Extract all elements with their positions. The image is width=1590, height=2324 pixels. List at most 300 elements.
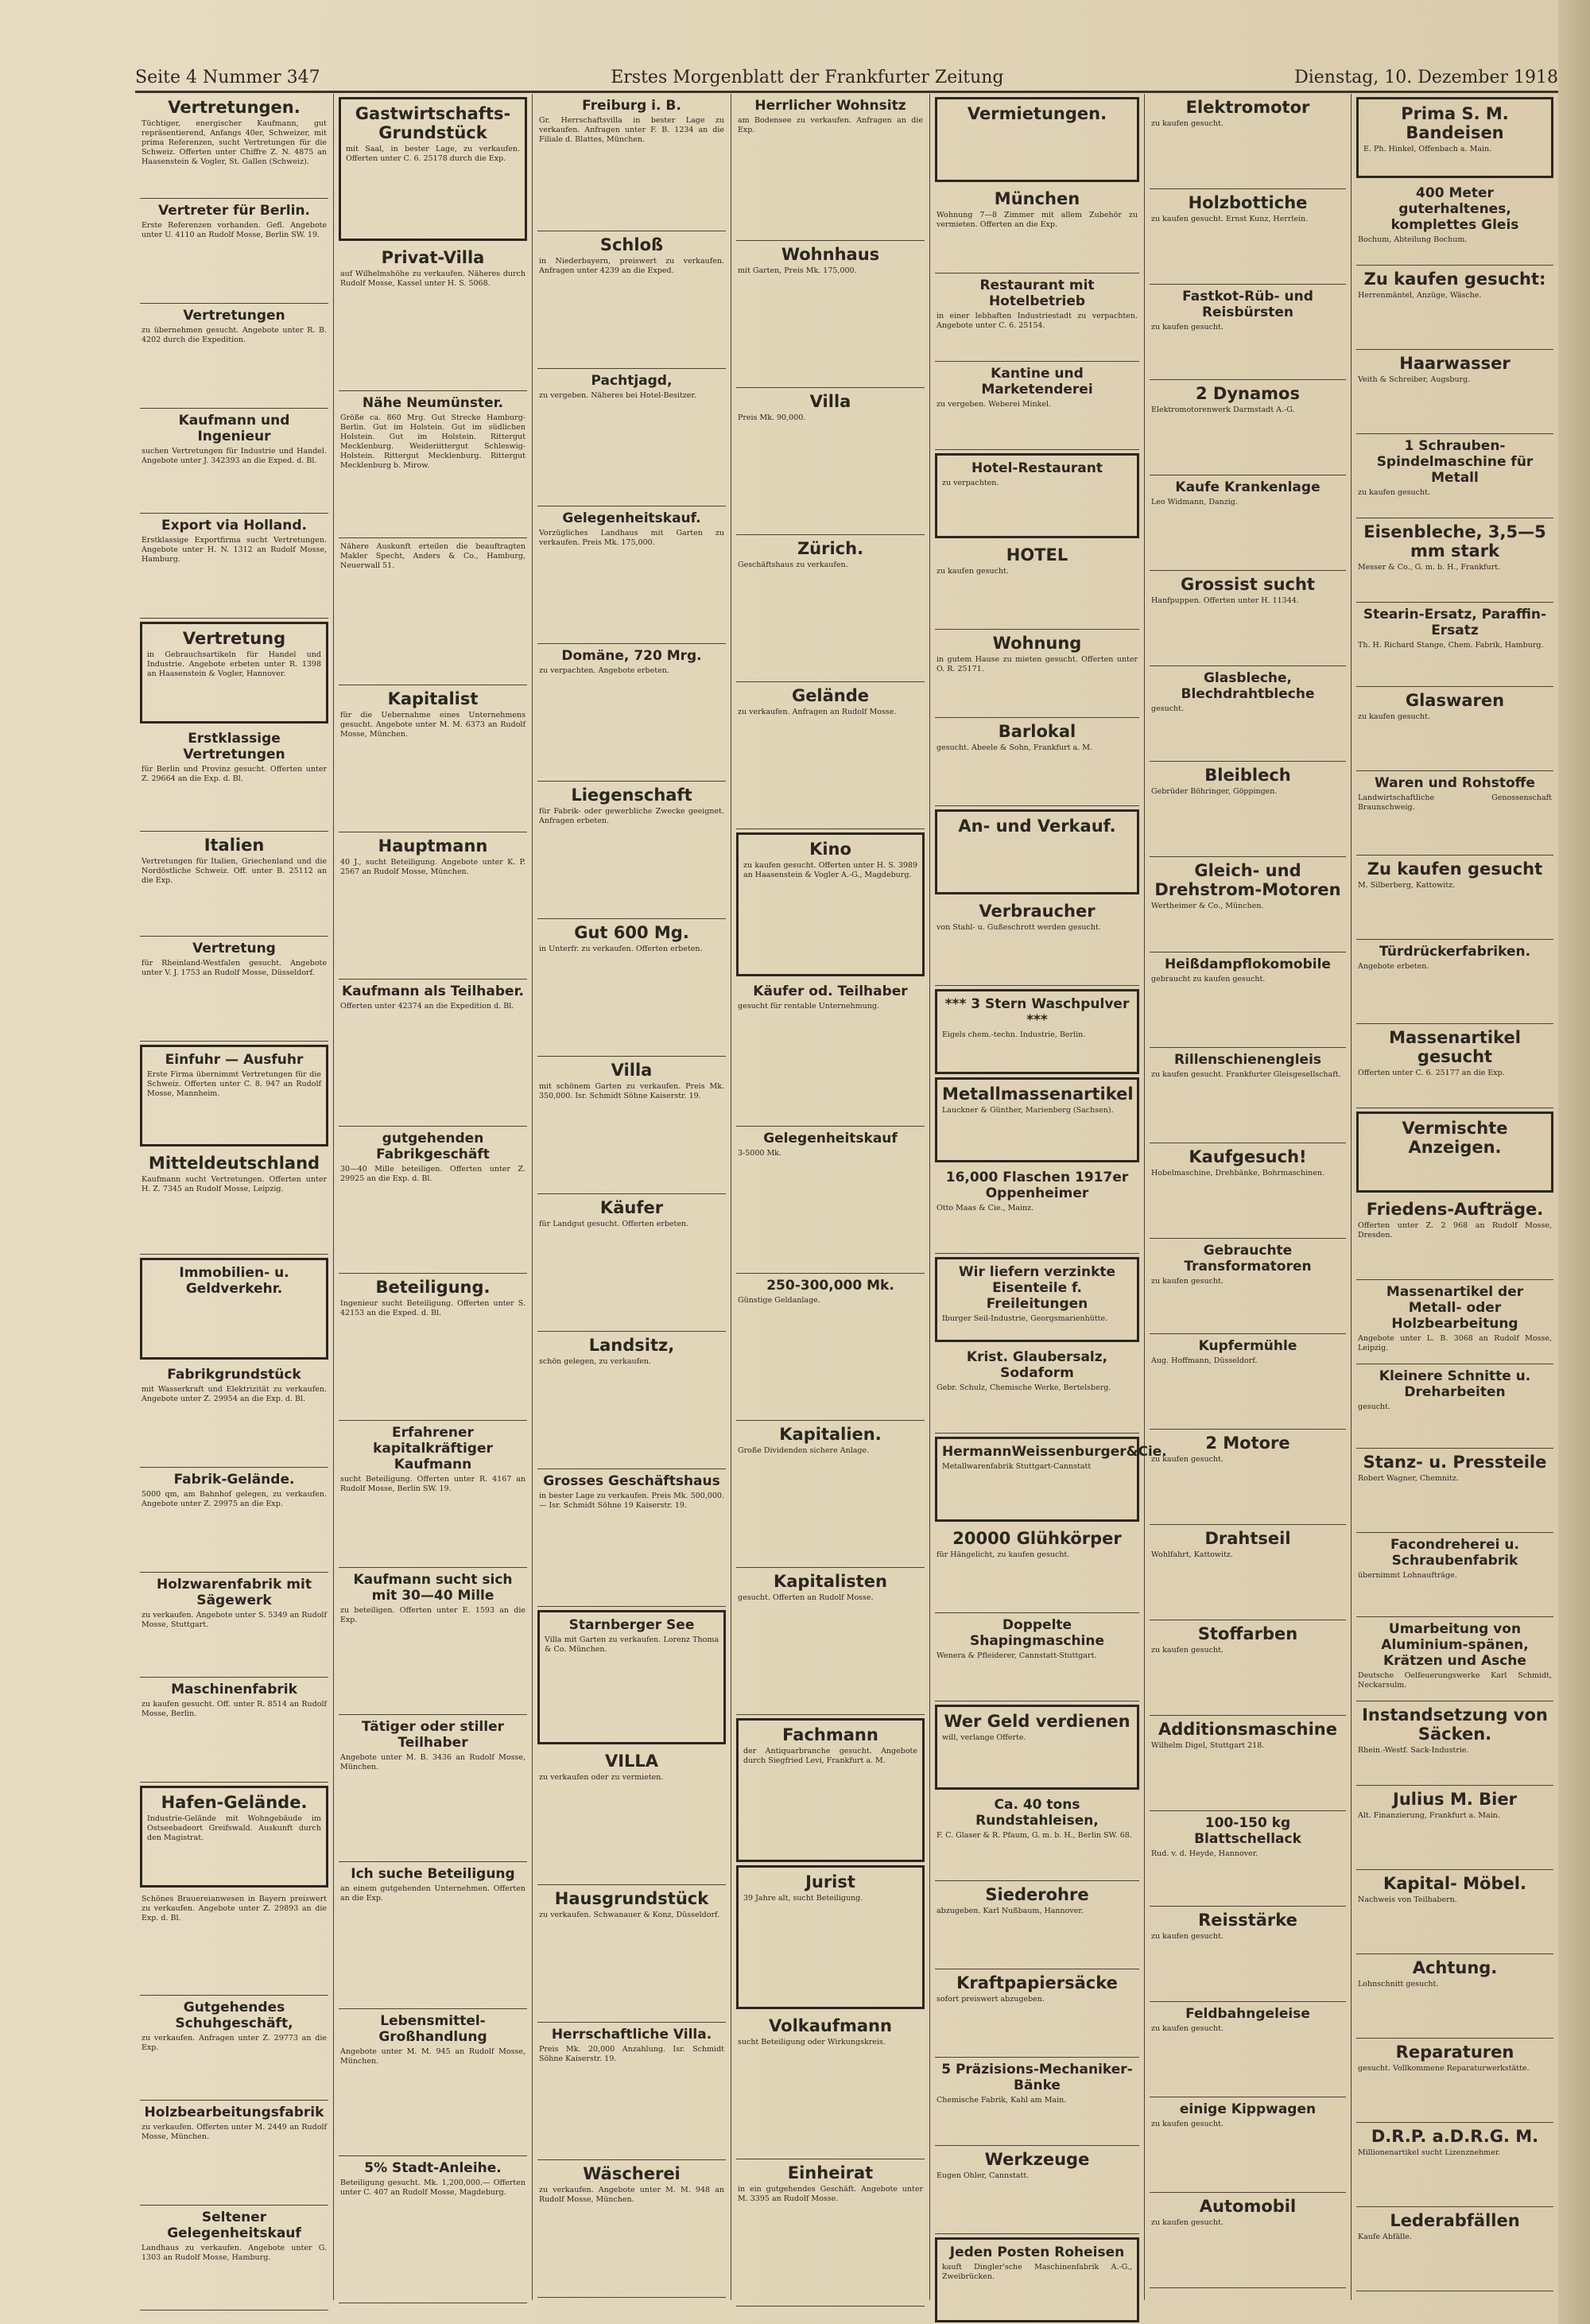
column-2 xyxy=(334,94,533,2300)
ad-heading: Instandsetzung von Säcken. xyxy=(1362,1705,1548,1744)
ad-heading: Hauptmann xyxy=(378,836,488,855)
classified-ad xyxy=(339,97,527,241)
classified-ad xyxy=(1356,1786,1553,1870)
ad-heading: Rillenschienengleis xyxy=(1173,1052,1322,1068)
classified-ad xyxy=(1150,762,1346,857)
header-right: Dienstag, 10. Dezember 1918 xyxy=(1294,68,1558,87)
ad-text: abzugeben. Karl Nußbaum, Hannover. xyxy=(937,1907,1084,1915)
ad-heading: Gelegenheitskauf. xyxy=(562,510,701,526)
ad-text: zu kaufen gesucht. Frankfurter Gleisgesellschaft. xyxy=(1151,1070,1341,1079)
classified-ad xyxy=(736,241,925,388)
ad-text: gesucht. xyxy=(1358,1403,1390,1411)
classified-ad xyxy=(140,1786,328,1888)
classified-ad xyxy=(140,1150,328,1255)
ad-heading: 20000 Glühkörper xyxy=(952,1529,1122,1548)
ad-heading: Doppelte Shapingmaschine xyxy=(969,1617,1105,1649)
ad-text: Eugen Ohler, Cannstatt. xyxy=(937,2171,1030,2180)
ad-text: gesucht für rentable Unternehmung. xyxy=(738,1002,880,1011)
classified-ad xyxy=(736,682,925,829)
ad-heading: Gastwirtschafts-Grundstück xyxy=(355,104,511,142)
ad-text: Preis Mk. 90,000. xyxy=(738,413,806,422)
classified-ad xyxy=(339,1862,527,2009)
ad-text: Offerten unter 42374 an die Expedition d. Bl. xyxy=(340,1002,514,1011)
classified-ad xyxy=(935,1437,1167,1522)
ad-text: in ein gutgehendes Geschäft. Angebote unter M. 3395 an Rudolf Mosse. xyxy=(738,2185,923,2203)
ad-text: zu verkaufen. Angebote unter S. 5349 an Rudolf Mosse, Stuttgart. xyxy=(142,1611,327,1629)
ad-heading: Freiburg i. B. xyxy=(582,98,681,114)
classified-ad xyxy=(140,94,328,199)
ad-heading: Pachtjagd, xyxy=(591,373,673,389)
ad-text: in Niederbayern, preiswert zu verkaufen. Anfragen unter 4239 an die Exped. xyxy=(539,257,724,275)
ad-text: Otto Maas & Cie., Mainz. xyxy=(937,1204,1034,1212)
ad-heading: Wohnung xyxy=(992,634,1082,653)
classified-ad xyxy=(736,2012,925,2159)
ad-heading: Reparaturen xyxy=(1395,2043,1514,2062)
ad-heading: Immobilien- u. Geldverkehr. xyxy=(179,1265,289,1297)
ad-heading: 250-300,000 Mk. xyxy=(766,1278,894,1294)
ad-text: Günstige Geldanlage. xyxy=(738,1296,820,1305)
ad-heading: Jurist xyxy=(805,1872,855,1891)
ad-text: Lohnschnitt gesucht. xyxy=(1358,1980,1439,1988)
classified-ad xyxy=(1356,1112,1553,1193)
classified-ad xyxy=(935,1705,1139,1790)
ad-heading: Seltener Gelegenheitskauf xyxy=(167,2210,301,2241)
ad-heading: Kapitalien. xyxy=(779,1425,882,1444)
ad-heading: Heißdampflokomobile xyxy=(1165,956,1331,972)
ad-heading: Waren und Rohstoffe xyxy=(1375,775,1535,791)
ad-heading: Vertretungen xyxy=(183,308,285,324)
ad-heading: Vertretungen. xyxy=(168,98,301,117)
ad-text: von Stahl- u. Gußeschrott werden gesucht. xyxy=(937,923,1101,932)
classified-ad xyxy=(537,2160,726,2298)
ad-text: Eigels chem.-techn. Industrie, Berlin. xyxy=(942,1030,1086,1039)
classified-ad xyxy=(140,1045,328,1146)
ad-text: Kaufmann sucht Vertretungen. Offerten unter H. Z. 7345 an Rudolf Mosse, Leipzig. xyxy=(142,1175,327,1193)
classified-ad xyxy=(339,980,527,1127)
ad-text: zu kaufen gesucht. xyxy=(1151,1646,1224,1655)
ad-text: zu kaufen gesucht. xyxy=(1358,712,1430,721)
classified-ad xyxy=(1150,475,1346,571)
ad-text: mit schönem Garten zu verkaufen. Preis Mk. 350,000. Isr. Schmidt Söhne Kaiserstr. 19. xyxy=(539,1082,724,1100)
ad-text: Erste Referenzen vorhanden. Gefl. Angebote unter U. 4110 an Rudolf Mosse, Berlin SW. 19. xyxy=(142,221,327,239)
classified-ad xyxy=(935,1793,1139,1881)
ad-text: gesucht. Offerten an Rudolf Mosse. xyxy=(738,1593,874,1602)
classified-ad xyxy=(736,2159,925,2307)
ad-text: zu kaufen gesucht. xyxy=(937,567,1009,576)
ad-text: zu verkaufen. Angebote unter M. M. 948 an Rudolf Mosse, München. xyxy=(539,2186,724,2204)
ad-heading: Schloß xyxy=(599,235,664,254)
ad-heading: Wir liefern verzinkte Eisenteile f. Freileitungen xyxy=(958,1264,1116,1312)
ad-text: Nähere Auskunft erteilen die beauftragten Makler Specht, Anders & Co., Hamburg, Neuerwall 51. xyxy=(340,542,525,570)
ad-heading: Haarwasser xyxy=(1399,354,1510,373)
classified-ad xyxy=(935,1257,1139,1342)
classified-ad xyxy=(736,1568,925,1715)
ad-text: Tüchtiger, energischer Kaufmann, gut repräsentierend, Anfangs 40er, Schweizer, mit prima Referenzen, sucht Vertretungen für die Schweiz. Offerten unter Chiffre Z. N. 4875 an Haasenstein & Vogler, St. Gallen (Schweiz). xyxy=(142,119,327,166)
ad-heading: Wäscherei xyxy=(583,2164,681,2183)
ad-heading: Gelände xyxy=(791,686,870,705)
ad-heading: München xyxy=(994,189,1080,208)
classified-ad xyxy=(140,1363,328,1468)
ad-text: Lauckner & Günther, Marienberg (Sachsen). xyxy=(942,1106,1114,1115)
classified-ad xyxy=(1150,1907,1346,2002)
ad-heading: Elektromotor xyxy=(1185,98,1310,117)
header-left: Seite 4 Nummer 347 xyxy=(135,68,320,87)
classified-ad xyxy=(736,535,925,682)
classified-ad xyxy=(1356,603,1553,687)
classified-ad xyxy=(736,1421,925,1568)
classified-ad xyxy=(935,630,1139,718)
classified-ad xyxy=(339,538,527,685)
classified-ad xyxy=(1150,952,1346,1048)
classified-ad xyxy=(935,1077,1139,1162)
ad-heading: Einfuhr — Ausfuhr xyxy=(165,1052,304,1068)
ad-text: Hanfpuppen. Offerten unter H. 11344. xyxy=(1151,596,1299,605)
ad-text: Größe ca. 860 Mrg. Gut Strecke Hamburg-Berlin. Gut im Holstein. Gut im südlichen Holstein. Gut im Holstein. Rittergut Mecklenburg. Weideriittergut Schleswig-Holstein. Rittergut Mecklenburg. Rittergut Mecklenburg b. Mirow. xyxy=(340,413,525,470)
column-7 xyxy=(1352,94,1558,2300)
classified-ad xyxy=(1150,189,1346,285)
ad-text: Angebote erbeten. xyxy=(1358,962,1429,971)
ad-text: in Unterfr. zu verkaufen. Offerten erbeten. xyxy=(539,945,703,953)
ad-text: zu beteiligen. Offerten unter E. 1593 an die Exp. xyxy=(340,1606,525,1624)
ad-heading: Wohnhaus xyxy=(781,245,880,264)
ad-text: übernimmt Lohnaufträge. xyxy=(1358,1571,1457,1580)
classified-ad xyxy=(935,541,1139,630)
ad-text: Preis Mk. 20,000 Anzahlung. Isr. Schmidt Söhne Kaiserstr. 19. xyxy=(539,2045,724,2063)
ad-text: zu kaufen gesucht. xyxy=(1151,2024,1224,2033)
classified-ad xyxy=(537,1885,726,2023)
ad-text: zu verkaufen. Anfragen an Rudolf Mosse. xyxy=(738,708,897,716)
ad-text: Rhein.-Westf. Sack-Industrie. xyxy=(1358,1746,1469,1755)
classified-ad xyxy=(140,199,328,304)
ad-text: Erstklassige Exportfirma sucht Vertretungen. Angebote unter H. N. 1312 an Rudolf Mosse, Hamburg. xyxy=(142,536,327,564)
ad-heading: 2 Motore xyxy=(1205,1434,1290,1453)
classified-ad xyxy=(736,1274,925,1421)
classified-ad xyxy=(935,989,1139,1074)
classified-ad xyxy=(537,94,726,231)
ad-heading: Metallmassenartikel xyxy=(942,1084,1134,1104)
ad-heading: Vertreter für Berlin. xyxy=(157,203,311,219)
classified-ad xyxy=(935,718,1139,806)
ad-heading: Julius M. Bier xyxy=(1393,1790,1517,1809)
classified-ad xyxy=(339,391,527,538)
classified-ad xyxy=(935,274,1139,362)
ad-text: Wenera & Pfleiderer, Cannstatt-Stuttgart. xyxy=(937,1651,1097,1660)
ad-heading: Käufer xyxy=(599,1198,664,1217)
classified-ad xyxy=(339,1421,527,1568)
ad-text: in gutem Hause zu mieten gesucht. Offerten unter O. R. 25171. xyxy=(937,655,1138,673)
classified-ad xyxy=(935,1613,1139,1701)
ad-text: kauft Dingler'sche Maschinenfabrik A.-G., Zweibrücken. xyxy=(942,2263,1132,2281)
ad-text: zu kaufen gesucht. xyxy=(1151,2218,1224,2227)
ad-heading: Herrschaftliche Villa. xyxy=(551,2027,712,2043)
ad-heading: Maschinenfabrik xyxy=(171,1682,297,1697)
ad-text: Bochum, Abteilung Bochum. xyxy=(1358,235,1468,244)
ad-text: für Berlin und Provinz gesucht. Offerten unter Z. 29664 an die Exp. d. Bl. xyxy=(142,765,327,783)
ad-text: F. C. Glaser & R. Pfaum, G. m. b. H., Berlin SW. 68. xyxy=(937,1831,1132,1840)
ad-heading: Kapitalist xyxy=(387,689,479,708)
ad-text: mit Wasserkraft und Elektrizität zu verkaufen. Angebote unter Z. 29954 an die Exp. d. Bl. xyxy=(142,1385,327,1403)
classified-ad xyxy=(1356,1280,1553,1364)
ad-heading: Prima S. M. Bandeisen xyxy=(1401,104,1509,142)
ad-heading: Kupfermühle xyxy=(1198,1338,1297,1354)
ad-text: Robert Wagner, Chemnitz. xyxy=(1358,1474,1459,1483)
ad-heading: Drahtseil xyxy=(1204,1529,1291,1548)
ad-text: Iburger Seil-Industrie, Georgsmarienhütte. xyxy=(942,1314,1108,1323)
ad-heading: Kleinere Schnitte u. Dreharbeiten xyxy=(1379,1368,1531,1400)
classified-ad xyxy=(1356,266,1553,350)
ad-heading: Ca. 40 tons Rundstahleisen, xyxy=(975,1797,1099,1829)
ad-text: zu verkaufen. Anfragen unter Z. 29773 an die Exp. xyxy=(142,2034,327,2052)
ad-text: sofort preiswert abzugeben. xyxy=(937,1995,1045,2004)
ad-heading: Hafen-Gelände. xyxy=(161,1793,308,1812)
ad-text: M. Silberberg, Kattowitz. xyxy=(1358,881,1456,890)
classified-ad xyxy=(1356,97,1553,178)
classified-ad xyxy=(935,2058,1139,2146)
ad-text: der Antiquarbranche gesucht. Angebote durch Siegfried Levi, Frankfurt a. M. xyxy=(743,1747,917,1765)
ad-text: Schönes Brauereianwesen in Bayern preiswert zu verkaufen. Angebote unter Z. 29893 an die Exp. d. Bl. xyxy=(142,1895,327,1922)
ad-text: Industrie-Gelände mit Wohngebäude im Ostseebadeort Greifswald. Auskunft durch den Magistrat. xyxy=(147,1814,321,1842)
classified-ad xyxy=(140,304,328,409)
classified-ad xyxy=(935,97,1139,182)
ad-text: gesucht. Vollkommene Reparaturwerkstätte. xyxy=(1358,2064,1530,2073)
ad-text: mit Saal, in bester Lage, zu verkaufen. Offerten unter C. 6. 25178 durch die Exp. xyxy=(346,145,520,163)
ad-text: Millionenartikel sucht Lizenznehmer. xyxy=(1358,2148,1501,2157)
ad-heading: Achtung. xyxy=(1412,1958,1498,1977)
ad-heading: Feldbahngeleise xyxy=(1185,2006,1310,2022)
ad-heading: Einheirat xyxy=(787,2163,874,2182)
ad-text: zu verkaufen oder zu vermieten. xyxy=(539,1773,664,1782)
classified-ad xyxy=(1150,1811,1346,1907)
classified-ad xyxy=(1356,771,1553,855)
ad-text: gesucht. Abeele & Sohn, Frankfurt a. M. xyxy=(937,743,1092,752)
classified-ad xyxy=(140,1891,328,1996)
ad-heading: Kaufmann sucht sich mit 30—40 Mille xyxy=(353,1572,513,1604)
ad-text: mit Garten, Preis Mk. 175,000. xyxy=(738,266,857,275)
ad-text: Gebrüder Böhringer, Göppingen. xyxy=(1151,787,1278,796)
ad-text: auf Wilhelmshöhe zu verkaufen. Näheres durch Rudolf Mosse, Kassel unter H. S. 5068. xyxy=(340,270,525,288)
ad-heading: Krist. Glaubersalz, Sodaform xyxy=(966,1349,1108,1381)
ad-heading: gutgehenden Fabrikgeschäft xyxy=(376,1131,490,1162)
ad-heading: Hotel-Restaurant xyxy=(971,460,1103,476)
ad-heading: Holzbearbeitungsfabrik xyxy=(144,2105,324,2120)
ad-text: 3-5000 Mk. xyxy=(738,1149,781,1158)
ad-heading: Gelegenheitskauf xyxy=(763,1131,898,1146)
ad-text: zu verpachten. xyxy=(942,479,999,487)
ad-text: zu vergeben. Näheres bei Hotel-Besitzer. xyxy=(539,391,696,400)
classified-ad xyxy=(736,1127,925,1274)
ad-heading: Glaswaren xyxy=(1405,691,1505,710)
classified-ad xyxy=(339,1715,527,1862)
ad-heading: Landsitz, xyxy=(588,1336,675,1355)
ad-heading: Werkzeuge xyxy=(984,2150,1090,2169)
classified-ad xyxy=(1356,687,1553,771)
ad-heading: Volkaufmann xyxy=(769,2016,892,2035)
classified-ad xyxy=(537,1610,726,1744)
classified-ad xyxy=(1150,1048,1346,1143)
ad-heading: Bleiblech xyxy=(1204,766,1291,785)
page-header xyxy=(135,62,1558,93)
classified-ad xyxy=(537,1469,726,1607)
classified-ad xyxy=(339,2009,527,2156)
classified-ad xyxy=(736,94,925,241)
ad-heading: Reisstärke xyxy=(1198,1911,1297,1930)
ad-text: will, verlange Offerte. xyxy=(942,1733,1026,1742)
classified-ad xyxy=(1356,940,1553,1024)
classified-ad xyxy=(537,644,726,782)
ad-heading: Kapital- Möbel. xyxy=(1383,1874,1526,1893)
ad-text: zu kaufen gesucht. Ernst Kunz, Herrlein. xyxy=(1151,215,1309,223)
classified-ad xyxy=(1356,434,1553,518)
ad-heading: Kaufmann als Teilhaber. xyxy=(341,984,524,999)
ad-heading: Jeden Posten Roheisen xyxy=(949,2244,1125,2260)
classified-ad xyxy=(935,898,1139,986)
ad-heading: 2 Dynamos xyxy=(1196,384,1300,403)
ad-heading: Kraftpapiersäcke xyxy=(956,1973,1118,1992)
ad-heading: HOTEL xyxy=(1006,545,1068,565)
ad-text: Vertretungen für Italien, Griechenland und die Nordöstliche Schweiz. Off. unter B. 25112 an die Exp. xyxy=(142,857,327,885)
classified-ad xyxy=(1150,1143,1346,1239)
classified-ad xyxy=(1150,1525,1346,1620)
classified-ad xyxy=(537,782,726,919)
ad-heading: 5% Stadt-Anleihe. xyxy=(364,2160,502,2176)
classified-ad xyxy=(736,1718,925,1862)
column-1 xyxy=(135,94,334,2300)
column-4 xyxy=(731,94,930,2300)
ad-text: Gebr. Schulz, Chemische Werke, Bertelsberg. xyxy=(937,1383,1111,1392)
ad-heading: Lebensmittel-Großhandlung xyxy=(378,2013,487,2045)
classified-ad xyxy=(935,1525,1139,1613)
ad-heading: Kapitalisten xyxy=(773,1572,887,1591)
page-edge xyxy=(1558,0,1590,2324)
classified-ad xyxy=(1356,181,1553,266)
ad-heading: Barlokal xyxy=(998,722,1076,741)
classified-ad xyxy=(140,1573,328,1678)
ad-heading: Zürich. xyxy=(797,539,864,558)
ad-heading: Vermietungen. xyxy=(967,104,1107,123)
column-5 xyxy=(930,94,1167,2300)
classified-ad xyxy=(935,1881,1139,1969)
ad-heading: Herrlicher Wohnsitz xyxy=(754,98,906,114)
ad-heading: Export via Holland. xyxy=(161,518,307,533)
ad-heading: Stearin-Ersatz, Paraffin-Ersatz xyxy=(1363,607,1547,638)
classified-ad xyxy=(1150,666,1346,762)
ad-heading: Additionsmaschine xyxy=(1158,1720,1337,1739)
classified-ad xyxy=(1150,1334,1346,1430)
ad-text: Ingenieur sucht Beteiligung. Offerten unter S. 42153 an die Exped. d. Bl. xyxy=(340,1299,525,1317)
ad-heading: Villa xyxy=(809,392,851,411)
ad-text: 5000 qm, am Bahnhof gelegen, zu verkaufen. Angebote unter Z. 29975 an die Exp. xyxy=(142,1490,327,1508)
ad-text: zu kaufen gesucht. xyxy=(1358,488,1430,497)
classified-ad xyxy=(935,809,1139,894)
ad-text: für Landgut gesucht. Offerten erbeten. xyxy=(539,1220,689,1228)
classified-ad xyxy=(736,832,925,976)
ad-heading: Friedens-Aufträge. xyxy=(1366,1200,1544,1219)
classified-ad xyxy=(140,937,328,1042)
classified-ad xyxy=(339,685,527,832)
ad-heading: Vertretung xyxy=(192,941,276,956)
classified-ad xyxy=(1150,571,1346,666)
ad-text: Rud. v. d. Heyde, Hannover. xyxy=(1151,1849,1258,1858)
ad-text: für Fabrik- oder gewerbliche Zwecke geeignet. Anfragen erbeten. xyxy=(539,807,724,825)
ad-heading: D.R.P. a.D.R.G. M. xyxy=(1371,2127,1539,2146)
ad-text: in Gebrauchsartikeln für Handel und Industrie. Angebote erbeten unter R. 1398 an Haasenstein & Vogler, Hannover. xyxy=(147,650,321,678)
ad-heading: Kaufmann und Ingenieur xyxy=(178,413,290,444)
ad-heading: Tätiger oder stiller Teilhaber xyxy=(362,1719,504,1751)
classified-ad xyxy=(1356,1870,1553,1954)
ad-text: Wertheimer & Co., München. xyxy=(1151,902,1264,910)
classified-ad xyxy=(1356,1024,1553,1108)
ad-text: Gr. Herrschaftsvilla in bester Lage zu verkaufen. Anfragen unter F. B. 1234 an die Filiale d. Blattes, München. xyxy=(539,116,724,144)
ad-text: gesucht. xyxy=(1151,704,1184,713)
ad-heading: Villa xyxy=(611,1061,653,1080)
classified-ad xyxy=(935,2237,1139,2322)
ad-heading: Liegenschaft xyxy=(571,786,692,805)
ad-text: für Rheinland-Westfalen gesucht. Angebote unter V. J. 1753 an Rudolf Mosse, Düsseldorf. xyxy=(142,959,327,977)
ad-heading: Türdrückerfabriken. xyxy=(1379,944,1531,960)
ad-text: Veith & Schreiber, Augsburg. xyxy=(1358,375,1471,384)
classified-ad xyxy=(339,1127,527,1274)
ad-text: Aug. Hoffmann, Düsseldorf. xyxy=(1151,1356,1258,1365)
ad-text: Leo Widmann, Danzig. xyxy=(1151,498,1238,506)
classified-ad xyxy=(140,514,328,619)
classified-ad xyxy=(1150,1620,1346,1716)
classified-ad xyxy=(537,1332,726,1469)
ad-text: an einem gutgehenden Unternehmen. Offerten an die Exp. xyxy=(340,1884,525,1903)
classified-ad xyxy=(935,453,1139,538)
ad-text: zu übernehmen gesucht. Angebote unter R. B. 4202 durch die Expedition. xyxy=(142,326,327,344)
ad-text: Angebote unter L. B. 3068 an Rudolf Mosse, Leipzig. xyxy=(1358,1334,1552,1352)
ad-text: zu vergeben. Weberei Minkel. xyxy=(937,400,1052,409)
ad-text: Angebote unter M. B. 3436 an Rudolf Mosse, München. xyxy=(340,1753,525,1771)
ad-heading: Kino xyxy=(809,840,851,859)
ad-heading: Holzbottiche xyxy=(1188,193,1308,212)
ad-text: Geschäftshaus zu verkaufen. xyxy=(738,561,848,569)
classified-ad xyxy=(140,1678,328,1783)
ad-text: zu kaufen gesucht. xyxy=(1151,323,1224,332)
classified-ad xyxy=(1356,1617,1553,1701)
ad-text: zu kaufen gesucht. xyxy=(1151,1277,1224,1286)
ad-heading: Fachmann xyxy=(782,1725,878,1744)
ad-heading: Umarbeitung von Aluminium-spänen, Krätzen und Asche xyxy=(1381,1621,1529,1669)
ad-heading: Privat-Villa xyxy=(381,248,485,267)
ad-text: Wohnung 7—8 Zimmer mit allem Zubehör zu vermieten. Offerten an die Exp. xyxy=(937,211,1138,229)
ad-text: zu verpachten. Angebote erbeten. xyxy=(539,666,669,675)
ad-text: gebraucht zu kaufen gesucht. xyxy=(1151,975,1266,984)
ad-text: Angebote unter M. M. 945 an Rudolf Mosse, München. xyxy=(340,2047,525,2066)
ad-heading: Käufer od. Teilhaber xyxy=(753,984,908,999)
ad-text: zu kaufen gesucht. Offerten unter H. S. 3989 an Haasenstein & Vogler A.-G., Magdeburg. xyxy=(743,861,917,879)
ad-text: Erste Firma übernimmt Vertretungen für die Schweiz. Offerten unter C. 8. 947 an Rudolf Mosse, Mannheim. xyxy=(147,1070,321,1098)
classified-ad xyxy=(537,919,726,1057)
ad-heading: Zu kaufen gesucht: xyxy=(1363,270,1546,289)
classified-ad xyxy=(537,369,726,506)
ad-text: Landhaus zu verkaufen. Angebote unter G. 1303 an Rudolf Mosse, Hamburg. xyxy=(142,2244,327,2262)
ad-heading: Eisenbleche, 3,5—5 mm stark xyxy=(1363,522,1546,561)
ad-heading: Grosses Geschäftshaus xyxy=(543,1473,720,1489)
ad-heading: Ich suche Beteiligung xyxy=(351,1866,515,1882)
ad-heading: Domäne, 720 Mrg. xyxy=(561,648,702,664)
ad-heading: 5 Präzisions-Mechaniker-Bänke xyxy=(941,2062,1133,2093)
ad-heading: Italien xyxy=(204,836,265,855)
ad-heading: 1 Schrauben-Spindelmaschine für Metall xyxy=(1376,438,1534,486)
ad-text: in bester Lage zu verkaufen. Preis Mk. 500,000.— Isr. Schmidt Söhne 19 Kaiserstr. 19. xyxy=(539,1492,724,1510)
classified-ad xyxy=(1150,380,1346,475)
classified-ad xyxy=(339,2156,527,2303)
ad-heading: Massenartikel der Metall- oder Holzbearbeitung xyxy=(1386,1284,1524,1332)
ad-heading: Verbraucher xyxy=(979,902,1096,921)
classified-ad xyxy=(1356,518,1553,603)
column-6 xyxy=(1145,94,1352,2300)
